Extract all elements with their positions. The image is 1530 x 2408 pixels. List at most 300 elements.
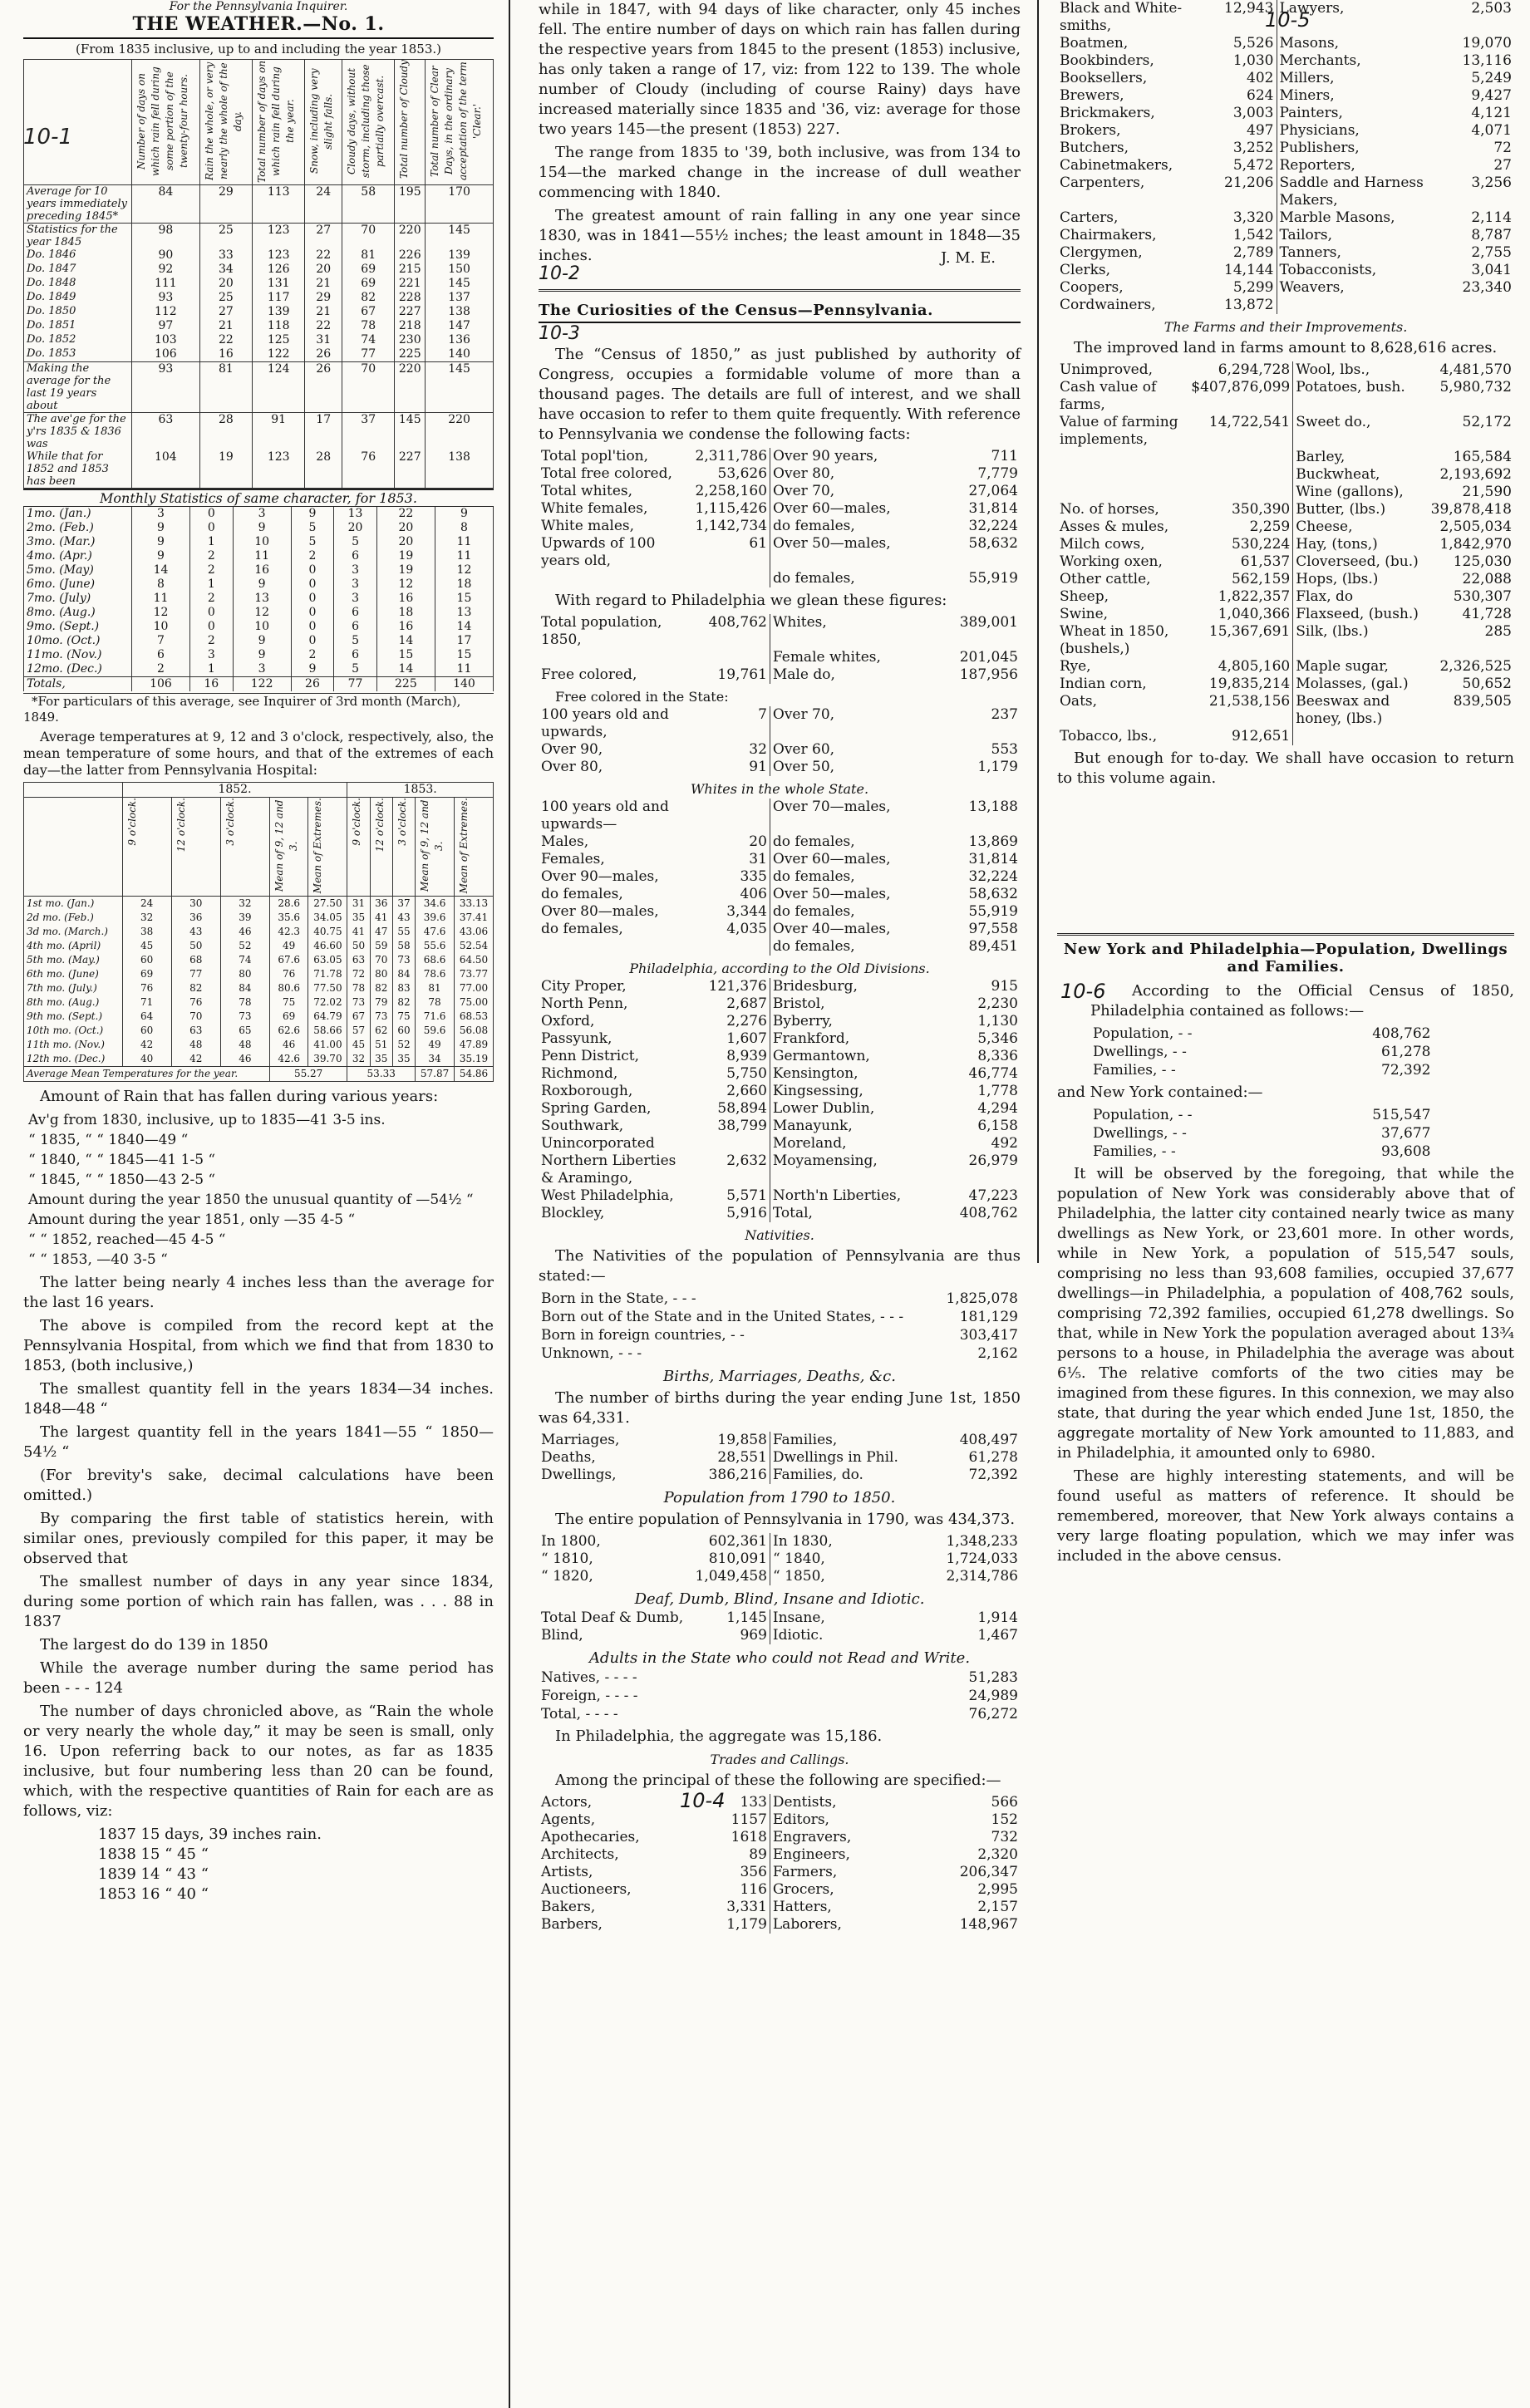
table-cell: Sheep, bbox=[1060, 588, 1109, 605]
table-cell: 7 bbox=[131, 634, 189, 648]
table-cell: 35.19 bbox=[455, 1052, 494, 1067]
table-cell: 62.6 bbox=[269, 1024, 308, 1038]
table-cell: 81 bbox=[342, 248, 395, 263]
table-row bbox=[539, 1811, 1021, 1829]
table-cell bbox=[1057, 449, 1188, 466]
divisions-table bbox=[539, 978, 1021, 1222]
table-cell: 38,799 bbox=[693, 1118, 770, 1135]
table-row bbox=[1057, 244, 1514, 262]
table-cell: 6 bbox=[334, 606, 377, 620]
table-cell: 10 bbox=[233, 535, 291, 549]
table-row bbox=[539, 1467, 1021, 1484]
divisions-title: Philadelphia, according to the Old Divisions. bbox=[629, 961, 930, 976]
table-cell: 1,825,078 bbox=[946, 1290, 1018, 1307]
table-row bbox=[24, 521, 494, 535]
table-cell: do females, bbox=[772, 833, 855, 850]
handwritten-note: 10-4 bbox=[680, 1789, 726, 1812]
table-cell: 60 bbox=[122, 953, 171, 967]
table-cell: 30 bbox=[171, 897, 220, 912]
table-cell: 58,632 bbox=[968, 535, 1018, 552]
col-header-text: 3 o'clock. bbox=[396, 798, 408, 846]
table-cell bbox=[1057, 466, 1188, 484]
table-cell: Over 60, bbox=[772, 741, 835, 758]
table-cell bbox=[539, 570, 693, 587]
table-cell: 2,505,034 bbox=[1439, 518, 1512, 535]
table-cell: 0 bbox=[291, 592, 334, 606]
table-cell: 81 bbox=[199, 362, 252, 413]
table-cell: 10 bbox=[233, 620, 291, 634]
table-cell: Black and White-smiths, bbox=[1060, 0, 1183, 34]
table-cell: do females, bbox=[772, 903, 855, 920]
table-cell: 220 bbox=[395, 224, 426, 249]
col-header bbox=[308, 798, 347, 897]
table-row bbox=[24, 563, 494, 577]
table-cell: 220 bbox=[395, 362, 426, 413]
table-cell: 61,278 bbox=[1381, 1044, 1431, 1060]
ny-title: New York and Philadelphia—Population, Dwellings and Families. bbox=[1063, 941, 1508, 975]
table-row bbox=[539, 1083, 1021, 1100]
table-cell: 28,551 bbox=[693, 1449, 770, 1467]
births-table bbox=[539, 1432, 1021, 1484]
row-label: 12th mo. (Dec.) bbox=[24, 1052, 123, 1067]
table-cell: 13,872 bbox=[1203, 297, 1277, 314]
table-row bbox=[1090, 1025, 1434, 1043]
table-cell: 37.41 bbox=[455, 911, 494, 925]
row-label: 6th mo. (June) bbox=[24, 967, 123, 981]
table-cell: Marriages, bbox=[541, 1432, 620, 1448]
table-cell: 78 bbox=[342, 319, 395, 333]
table-cell: 9 bbox=[291, 662, 334, 677]
table-cell: 117 bbox=[253, 291, 305, 305]
table-cell: 106 bbox=[131, 347, 199, 362]
table-cell: 106 bbox=[131, 677, 189, 692]
table-cell: 1,179 bbox=[693, 1916, 770, 1934]
table-row bbox=[1057, 414, 1514, 449]
table-cell: 57.87 bbox=[416, 1067, 455, 1082]
table-cell: 125,030 bbox=[1453, 553, 1512, 570]
table-cell: 5,346 bbox=[977, 1030, 1018, 1047]
table-cell: Sweet do., bbox=[1296, 414, 1371, 430]
table-cell: Over 90, bbox=[541, 741, 603, 758]
table-cell: Moyamensing, bbox=[772, 1152, 878, 1169]
table-cell: 3 bbox=[131, 507, 189, 521]
table-cell: 70 bbox=[370, 953, 392, 967]
handwritten-note: 10-2 bbox=[539, 263, 580, 284]
table-cell: 33 bbox=[199, 248, 252, 263]
table-cell: Weavers, bbox=[1279, 279, 1345, 296]
col-header-text: Mean of Extremes. bbox=[458, 798, 470, 894]
rain-line: “ 1840, “ “ 1845—41 1-5 “ bbox=[28, 1152, 216, 1168]
table-cell: 123 bbox=[253, 248, 305, 263]
table-cell: 50 bbox=[347, 939, 370, 953]
table-cell: 77 bbox=[342, 347, 395, 362]
table-cell: 14,722,541 bbox=[1188, 414, 1292, 449]
table-cell: 80.6 bbox=[269, 981, 308, 995]
table-cell: 29 bbox=[305, 291, 342, 305]
table-cell: 2 bbox=[190, 634, 234, 648]
table-cell: 42.6 bbox=[269, 1052, 308, 1067]
table-cell: 5,299 bbox=[1203, 279, 1277, 297]
table-cell: 47 bbox=[370, 925, 392, 939]
table-cell: 32,224 bbox=[968, 868, 1018, 885]
table-row bbox=[539, 1135, 1021, 1152]
table-cell: 140 bbox=[435, 677, 493, 692]
table-cell: 31 bbox=[693, 851, 770, 868]
table-cell: 138 bbox=[426, 305, 494, 319]
table-cell: 530,307 bbox=[1453, 588, 1512, 605]
table-cell: 46.60 bbox=[308, 939, 347, 953]
table-cell: 34.6 bbox=[416, 897, 455, 912]
table-cell: 2,114 bbox=[1471, 209, 1512, 226]
table-cell: Millers, bbox=[1279, 70, 1335, 86]
table-cell: 5,472 bbox=[1203, 157, 1277, 174]
free-colored-title: Free colored in the State: bbox=[555, 689, 729, 705]
rain-largest: The largest quantity fell in the years 1841—55 “ 1850—54½ “ bbox=[23, 1423, 494, 1461]
farms-table bbox=[1057, 361, 1514, 745]
table-cell: 2,789 bbox=[1203, 244, 1277, 262]
table-cell: 0 bbox=[190, 606, 234, 620]
table-cell: 46 bbox=[220, 925, 269, 939]
table-cell: 78.6 bbox=[416, 967, 455, 981]
table-cell: Flax, do bbox=[1296, 588, 1354, 605]
table-cell: 41 bbox=[370, 911, 392, 925]
table-cell bbox=[1277, 297, 1432, 314]
table-row bbox=[1057, 606, 1514, 623]
table-cell: Over 60—males, bbox=[772, 851, 891, 867]
table-cell: 711 bbox=[991, 448, 1018, 464]
table-cell: Hops, (lbs.) bbox=[1296, 571, 1379, 587]
table-cell: 19,835,214 bbox=[1188, 676, 1292, 693]
table-row bbox=[539, 1152, 1021, 1187]
table-cell: “ 1810, bbox=[541, 1550, 593, 1567]
population-table bbox=[539, 1533, 1021, 1585]
table-cell: 67 bbox=[347, 1010, 370, 1024]
table-cell: Value of farming implements, bbox=[1060, 414, 1178, 448]
table-row bbox=[24, 953, 494, 967]
table-cell: 78 bbox=[416, 995, 455, 1010]
table-cell: 76 bbox=[122, 981, 171, 995]
table-cell: 181,129 bbox=[959, 1309, 1018, 1325]
table-cell: 13 bbox=[334, 507, 377, 521]
table-cell: 14,144 bbox=[1203, 262, 1277, 279]
table-cell: 51 bbox=[370, 1038, 392, 1052]
table-cell: Idiotic. bbox=[772, 1627, 824, 1644]
table-cell: 51,283 bbox=[968, 1669, 1018, 1686]
table-cell: Families, - - bbox=[1093, 1062, 1176, 1079]
table-cell: 226 bbox=[395, 248, 426, 263]
trades-title: Trades and Callings. bbox=[710, 1752, 849, 1767]
table-cell: 60 bbox=[122, 1024, 171, 1038]
table-cell: White females, bbox=[541, 500, 648, 517]
table-cell: 3 bbox=[334, 563, 377, 577]
table-cell: 73 bbox=[392, 953, 415, 967]
table-row bbox=[1057, 449, 1514, 466]
table-cell: 21 bbox=[199, 319, 252, 333]
table-row bbox=[539, 1048, 1021, 1065]
table-row bbox=[1057, 227, 1514, 244]
table-cell: 26,979 bbox=[968, 1152, 1018, 1169]
table-row bbox=[1057, 157, 1514, 174]
monthly-title: Monthly Statistics of same character, for 1853. bbox=[23, 489, 494, 507]
table-row bbox=[539, 570, 1021, 587]
table-cell: 225 bbox=[376, 677, 435, 692]
trades-continued-table bbox=[1057, 0, 1514, 314]
rain-p4: By comparing the first table of statistics herein, with similar ones, previously compiled for this paper, it may be observed that bbox=[23, 1510, 494, 1567]
table-cell: 17 bbox=[435, 634, 493, 648]
table-cell: 56.08 bbox=[455, 1024, 494, 1038]
table-row bbox=[24, 333, 494, 347]
table-cell: 70 bbox=[342, 224, 395, 249]
table-cell: Swine, bbox=[1060, 606, 1109, 622]
table-cell: 2,687 bbox=[693, 995, 770, 1013]
table-cell: 42 bbox=[171, 1052, 220, 1067]
table-cell: do females, bbox=[773, 570, 855, 587]
table-cell: 48 bbox=[220, 1038, 269, 1052]
table-cell: 76,272 bbox=[968, 1706, 1018, 1722]
table-row bbox=[24, 450, 494, 489]
deaf-table bbox=[539, 1609, 1021, 1644]
table-cell: 27.50 bbox=[308, 897, 347, 912]
rain-p2: The above is compiled from the record kept at the Pennsylvania Hospital, from which we find that from 1830 to 1853, (both inclusive,) bbox=[23, 1317, 494, 1374]
table-cell: 19 bbox=[199, 450, 252, 489]
phila-intro: With regard to Philadelphia we glean these figures: bbox=[555, 592, 947, 609]
table-row bbox=[24, 577, 494, 592]
table-cell: White males, bbox=[541, 518, 635, 534]
col-header: Total number of Cloudy bbox=[398, 60, 411, 179]
table-row bbox=[1057, 174, 1514, 209]
table-cell: 1,778 bbox=[977, 1083, 1018, 1099]
row-label: Totals, bbox=[24, 677, 132, 692]
table-cell: 37 bbox=[342, 413, 395, 451]
table-cell: Rye, bbox=[1060, 658, 1091, 675]
table-cell: 67.6 bbox=[269, 953, 308, 967]
table-cell: Byberry, bbox=[772, 1013, 833, 1030]
row-label: 11mo. (Nov.) bbox=[24, 648, 132, 662]
table-cell: Wine (gallons), bbox=[1296, 484, 1404, 500]
table-cell: 6 bbox=[334, 648, 377, 662]
table-row bbox=[24, 291, 494, 305]
table-row bbox=[24, 981, 494, 995]
table-cell bbox=[539, 938, 693, 956]
table-row bbox=[24, 224, 494, 249]
table-row bbox=[539, 1013, 1021, 1030]
table-cell: 624 bbox=[1203, 87, 1277, 105]
table-cell: 2 bbox=[190, 592, 234, 606]
table-cell: 3,331 bbox=[693, 1899, 770, 1916]
table-row bbox=[539, 1899, 1021, 1916]
table-cell: Spring Garden, bbox=[541, 1100, 652, 1117]
table-cell: 91 bbox=[693, 759, 770, 776]
signature: J. M. E. bbox=[941, 249, 996, 267]
table-cell: 3,344 bbox=[693, 903, 770, 921]
table-row bbox=[539, 1187, 1021, 1205]
table-cell: Frankford, bbox=[772, 1030, 850, 1047]
trades-intro: Among the principal of these the following are specified:— bbox=[555, 1772, 1001, 1789]
rain-line: Av'g from 1830, inclusive, up to 1835—41 3-5 ins. bbox=[28, 1112, 386, 1128]
table-row bbox=[24, 1024, 494, 1038]
row-label: 3d mo. (March.) bbox=[24, 925, 123, 939]
table-cell: Born in the State, - - - bbox=[541, 1290, 696, 1307]
handwritten-note: 10-5 bbox=[1265, 8, 1311, 32]
table-row bbox=[1057, 52, 1514, 70]
table-cell: 76 bbox=[269, 967, 308, 981]
table-row bbox=[24, 319, 494, 333]
table-row bbox=[24, 925, 494, 939]
table-cell: Unknown, - - - bbox=[541, 1345, 642, 1362]
table-cell: Kingsessing, bbox=[772, 1083, 863, 1099]
table-row bbox=[1057, 693, 1514, 728]
table-cell: 76 bbox=[342, 450, 395, 489]
table-cell: 55.6 bbox=[416, 939, 455, 953]
table-cell: Total population, 1850, bbox=[541, 614, 662, 648]
rain-p6: The largest do do 139 in 1850 bbox=[40, 1636, 268, 1654]
table-cell: Milch cows, bbox=[1060, 536, 1145, 553]
table-row bbox=[1057, 518, 1514, 536]
farms-intro: The improved land in farms amount to 8,628,616 acres. bbox=[1074, 339, 1498, 356]
table-cell: 0 bbox=[190, 507, 234, 521]
table-cell: Males, bbox=[541, 833, 589, 850]
row-label: Do. 1847 bbox=[24, 263, 132, 277]
table-cell: Clerks, bbox=[1060, 262, 1111, 278]
table-row bbox=[539, 1205, 1021, 1222]
table-cell: 21 bbox=[305, 277, 342, 291]
table-cell: 118 bbox=[253, 319, 305, 333]
table-cell: 1,115,426 bbox=[693, 500, 770, 518]
table-cell: 29 bbox=[199, 185, 252, 224]
table-cell: 40.75 bbox=[308, 925, 347, 939]
table-row bbox=[539, 465, 1021, 483]
row-label: Making the average for the last 19 years about bbox=[24, 362, 132, 413]
table-cell: 21,206 bbox=[1203, 174, 1277, 209]
table-cell: Blockley, bbox=[541, 1205, 605, 1221]
table-cell: 45 bbox=[122, 939, 171, 953]
table-cell: 69 bbox=[342, 277, 395, 291]
row-label: 1st mo. (Jan.) bbox=[24, 897, 123, 912]
table-cell: 3 bbox=[233, 662, 291, 677]
table-cell: 58.66 bbox=[308, 1024, 347, 1038]
table-cell: 237 bbox=[991, 706, 1018, 723]
table-cell: 1618 bbox=[693, 1829, 770, 1846]
row-label: Statistics for the year 1845 bbox=[24, 224, 132, 249]
table-cell: 5,750 bbox=[693, 1065, 770, 1083]
table-cell: 31,814 bbox=[968, 851, 1018, 867]
table-cell: 3 bbox=[334, 592, 377, 606]
table-cell: In 1800, bbox=[541, 1533, 601, 1550]
table-cell: 26 bbox=[305, 362, 342, 413]
table-cell: Unincorporated bbox=[541, 1135, 655, 1152]
table-cell: 227 bbox=[395, 305, 426, 319]
table-cell: “ 1840, bbox=[773, 1550, 825, 1567]
table-cell: 1,842,970 bbox=[1439, 536, 1512, 553]
phila-stats-table bbox=[1090, 1025, 1434, 1079]
table-row bbox=[24, 911, 494, 925]
census-title: The Curiosities of the Census—Pennsylvania. bbox=[539, 302, 1021, 323]
table-row bbox=[539, 518, 1021, 535]
table-cell: 116 bbox=[693, 1881, 770, 1899]
table-cell: 31,814 bbox=[968, 500, 1018, 517]
table-cell: 90 bbox=[131, 248, 199, 263]
table-cell: Manayunk, bbox=[772, 1118, 853, 1134]
table-cell: Barbers, bbox=[541, 1916, 603, 1933]
table-cell: 68.53 bbox=[455, 1010, 494, 1024]
table-cell: 27 bbox=[305, 224, 342, 249]
table-cell: 201,045 bbox=[959, 649, 1018, 666]
rain-line: “ 1845, “ “ 1850—43 2-5 “ bbox=[28, 1172, 216, 1188]
table-cell: 3,003 bbox=[1203, 105, 1277, 122]
table-cell: 13 bbox=[435, 606, 493, 620]
table-row bbox=[24, 277, 494, 291]
table-row bbox=[24, 305, 494, 319]
table-row bbox=[539, 1568, 1021, 1585]
table-cell: 5 bbox=[334, 634, 377, 648]
table-cell: Dwellings in Phil. bbox=[772, 1449, 898, 1466]
table-cell: 1,130 bbox=[977, 1013, 1018, 1030]
table-cell: 12 bbox=[131, 606, 189, 620]
handwritten-note: 10-3 bbox=[539, 323, 580, 344]
table-cell: Bridesburg, bbox=[772, 978, 858, 995]
rain-lines bbox=[23, 1110, 494, 1270]
table-row bbox=[24, 995, 494, 1010]
table-cell: 21,590 bbox=[1462, 484, 1512, 500]
table-cell: 97,558 bbox=[968, 921, 1018, 937]
table-row bbox=[539, 649, 1021, 666]
table-cell: 52 bbox=[220, 939, 269, 953]
table-cell: 22 bbox=[376, 507, 435, 521]
col-header-text: 12 o'clock. bbox=[175, 798, 187, 853]
table-cell: 0 bbox=[291, 577, 334, 592]
table-cell: Silk, (lbs.) bbox=[1296, 623, 1369, 640]
ny-p1: It will be observed by the foregoing, that while the population of New York was considerably above that of Philadelphia, the latter city contained nearly twice as many dwellings as New York, or 23,601 more. In other words, while in New York, a population of 515,547 souls, comprising no less than 93,608 families, occupied 37,677 dwellings—in Philadelphia, a population of 408,762 souls, comprising 72,392 families, occupied 61,278 dwellings. So that, while in New York the population averaged about 13¾ persons to a house, in Philadelphia the average was about 6⅕. The relative comforts of the two cities may be imagined from these figures. In this connexion, we may also state, that during the year which ended June 1st, 1850, the aggregate mortality of New York amounted to 11,883, and in Philadelphia, it amounted only to 6980. bbox=[1057, 1165, 1514, 1462]
table-row bbox=[1057, 676, 1514, 693]
table-cell: Indian corn, bbox=[1060, 676, 1147, 692]
row-label: Average Mean Temperatures for the year. bbox=[24, 1067, 270, 1082]
table-cell: 25 bbox=[199, 224, 252, 249]
table-cell: 227 bbox=[395, 450, 426, 489]
table-cell: 195 bbox=[395, 185, 426, 224]
row-label: 8th mo. (Aug.) bbox=[24, 995, 123, 1010]
table-row bbox=[539, 978, 1021, 995]
table-cell bbox=[693, 938, 770, 956]
table-row bbox=[24, 939, 494, 953]
table-cell: 2,157 bbox=[977, 1899, 1018, 1915]
table-cell: 71.78 bbox=[308, 967, 347, 981]
table-row bbox=[1057, 728, 1514, 745]
table-cell: 915 bbox=[991, 978, 1018, 995]
table-cell: 61,537 bbox=[1188, 553, 1292, 571]
table-cell: 27,064 bbox=[968, 483, 1018, 499]
rain-p7: While the average number during the same period has been - - - 124 bbox=[23, 1659, 494, 1697]
table-cell: “ 1820, bbox=[541, 1568, 593, 1585]
rain-line: “ 1835, “ “ 1840—49 “ bbox=[28, 1132, 189, 1148]
table-cell: Lower Dublin, bbox=[772, 1100, 875, 1117]
table-cell: Blind, bbox=[541, 1627, 583, 1644]
table-cell: 19,761 bbox=[693, 666, 770, 684]
table-cell: 9 bbox=[131, 521, 189, 535]
table-cell: 386,216 bbox=[693, 1467, 770, 1484]
table-cell: 1,040,366 bbox=[1188, 606, 1292, 623]
table-row bbox=[24, 248, 494, 263]
table-cell: 16 bbox=[376, 620, 435, 634]
row-label: 12mo. (Dec.) bbox=[24, 662, 132, 677]
row-label: 9mo. (Sept.) bbox=[24, 620, 132, 634]
table-cell: Dwellings, - - bbox=[1093, 1125, 1187, 1142]
table-cell: 1 bbox=[190, 577, 234, 592]
table-cell: Auctioneers, bbox=[541, 1881, 632, 1898]
table-cell: 140 bbox=[426, 347, 494, 362]
table-cell: 2,755 bbox=[1471, 244, 1512, 261]
census-intro: The “Census of 1850,” as just published by authority of Congress, occupies a formidable volume of more than a thousand pages. The details are full of interest, and we shall have occasion to refer to them quite frequently. With reference to Pennsylvania we condense the following facts: bbox=[539, 346, 1021, 443]
table-cell: 97 bbox=[131, 319, 199, 333]
